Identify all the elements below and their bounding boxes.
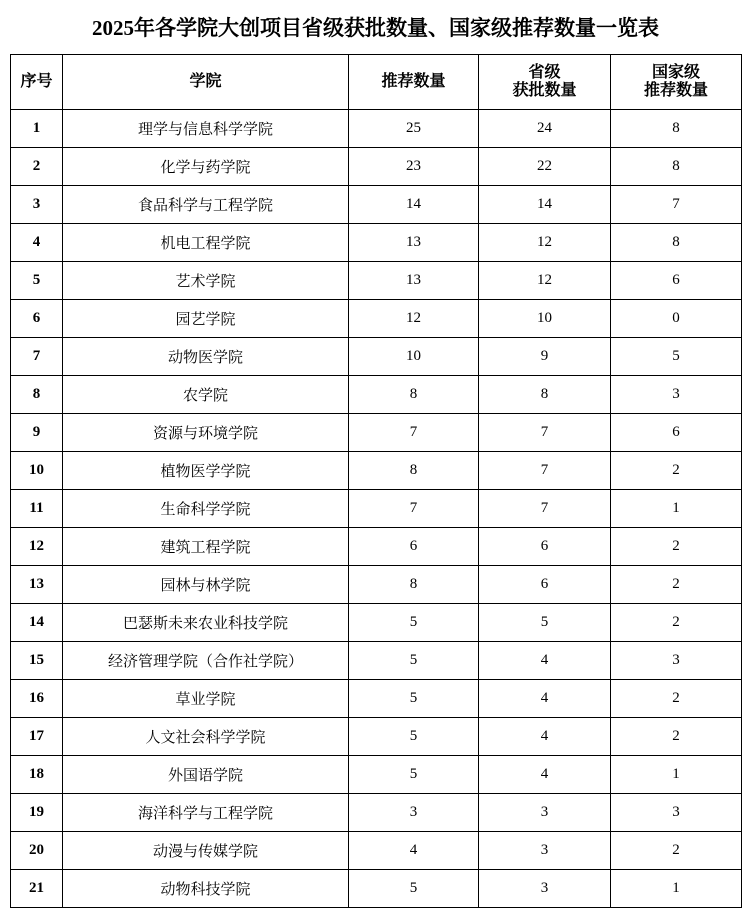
cell-provincial: 3 [479,870,611,908]
cell-recommend: 13 [349,262,479,300]
cell-provincial: 7 [479,490,611,528]
cell-index: 6 [11,300,63,338]
cell-national: 2 [611,566,742,604]
cell-provincial: 4 [479,718,611,756]
table-header-row [11,55,742,110]
table-header [11,55,742,110]
cell-national: 3 [611,376,742,414]
table-row [11,756,742,794]
cell-index: 11 [11,490,63,528]
cell-index: 7 [11,338,63,376]
cell-college: 理学与信息科学学院 [63,110,349,148]
cell-provincial: 9 [479,338,611,376]
cell-index: 3 [11,186,63,224]
column-header-national-recommend-line2: 推荐数量 [643,82,708,99]
cell-college: 生命科学学院 [63,490,349,528]
table-row [11,338,742,376]
cell-college: 艺术学院 [63,262,349,300]
cell-college: 草业学院 [63,680,349,718]
table-row [11,300,742,338]
table-row [11,604,742,642]
cell-recommend: 7 [349,490,479,528]
column-header-national-recommend-line1: 国家级 [651,63,700,81]
cell-index: 15 [11,642,63,680]
table-row [11,832,742,870]
cell-provincial: 3 [479,832,611,870]
cell-recommend: 7 [349,414,479,452]
cell-recommend: 14 [349,186,479,224]
cell-college: 化学与药学院 [63,148,349,186]
table-row [11,680,742,718]
cell-national: 6 [611,414,742,452]
cell-provincial: 14 [479,186,611,224]
cell-national: 0 [611,300,742,338]
cell-provincial: 6 [479,528,611,566]
column-header-provincial-approved-line1: 省级 [528,63,561,81]
cell-college: 动物科技学院 [63,870,349,908]
cell-provincial: 10 [479,300,611,338]
table-row [11,870,742,908]
cell-provincial: 7 [479,452,611,490]
cell-recommend: 3 [349,794,479,832]
table-row [11,110,742,148]
cell-college: 园林与林学院 [63,566,349,604]
cell-index: 10 [11,452,63,490]
cell-provincial: 6 [479,566,611,604]
cell-college: 食品科学与工程学院 [63,186,349,224]
cell-national: 3 [611,642,742,680]
cell-national: 5 [611,338,742,376]
cell-index: 2 [11,148,63,186]
cell-recommend: 23 [349,148,479,186]
cell-index: 9 [11,414,63,452]
cell-national: 8 [611,224,742,262]
table-row [11,528,742,566]
cell-national: 8 [611,148,742,186]
table-body [11,110,742,908]
cell-college: 海洋科学与工程学院 [63,794,349,832]
cell-recommend: 5 [349,870,479,908]
cell-recommend: 4 [349,832,479,870]
cell-college: 巴瑟斯未来农业科技学院 [63,604,349,642]
cell-index: 13 [11,566,63,604]
cell-college: 农学院 [63,376,349,414]
column-header-national-recommend [611,55,742,110]
column-header-college: 学院 [63,55,349,110]
cell-national: 2 [611,680,742,718]
cell-index: 8 [11,376,63,414]
cell-provincial: 24 [479,110,611,148]
cell-recommend: 8 [349,376,479,414]
table-row [11,718,742,756]
cell-index: 4 [11,224,63,262]
cell-recommend: 13 [349,224,479,262]
column-header-index: 序号 [11,55,63,110]
table-row [11,566,742,604]
cell-recommend: 12 [349,300,479,338]
cell-index: 14 [11,604,63,642]
cell-college: 植物医学学院 [63,452,349,490]
cell-college: 经济管理学院（合作社学院） [63,642,349,680]
table-row [11,794,742,832]
cell-provincial: 3 [479,794,611,832]
table-row [11,490,742,528]
cell-college: 资源与环境学院 [63,414,349,452]
cell-national: 2 [611,832,742,870]
cell-provincial: 7 [479,414,611,452]
table-row [11,148,742,186]
cell-national: 2 [611,604,742,642]
cell-college: 动物医学院 [63,338,349,376]
column-header-provincial-approved [479,55,611,110]
cell-recommend: 10 [349,338,479,376]
cell-recommend: 8 [349,566,479,604]
cell-recommend: 25 [349,110,479,148]
column-header-provincial-approved-line2: 获批数量 [512,82,577,99]
table-row [11,452,742,490]
cell-provincial: 4 [479,642,611,680]
cell-recommend: 5 [349,642,479,680]
cell-recommend: 5 [349,604,479,642]
cell-provincial: 22 [479,148,611,186]
cell-recommend: 8 [349,452,479,490]
cell-recommend: 5 [349,718,479,756]
cell-national: 2 [611,528,742,566]
cell-recommend: 6 [349,528,479,566]
table-row [11,376,742,414]
cell-provincial: 12 [479,262,611,300]
page-title: 2025年各学院大创项目省级获批数量、国家级推荐数量一览表 [92,16,659,40]
cell-college: 人文社会科学学院 [63,718,349,756]
cell-college: 园艺学院 [63,300,349,338]
cell-index: 17 [11,718,63,756]
cell-index: 12 [11,528,63,566]
column-header-recommend-count: 推荐数量 [349,55,479,110]
cell-national: 1 [611,870,742,908]
cell-college: 建筑工程学院 [63,528,349,566]
cell-index: 19 [11,794,63,832]
cell-national: 8 [611,110,742,148]
cell-national: 6 [611,262,742,300]
table-row [11,262,742,300]
cell-national: 2 [611,718,742,756]
cell-national: 7 [611,186,742,224]
cell-index: 5 [11,262,63,300]
cell-recommend: 5 [349,756,479,794]
cell-provincial: 4 [479,756,611,794]
cell-provincial: 12 [479,224,611,262]
cell-index: 16 [11,680,63,718]
cell-recommend: 5 [349,680,479,718]
cell-college: 动漫与传媒学院 [63,832,349,870]
table-row [11,224,742,262]
table-row [11,414,742,452]
cell-national: 2 [611,452,742,490]
cell-provincial: 5 [479,604,611,642]
table-row [11,642,742,680]
college-statistics-table [10,54,742,908]
cell-provincial: 8 [479,376,611,414]
cell-provincial: 4 [479,680,611,718]
cell-national: 1 [611,756,742,794]
cell-college: 机电工程学院 [63,224,349,262]
cell-index: 18 [11,756,63,794]
cell-index: 20 [11,832,63,870]
cell-index: 21 [11,870,63,908]
table-row [11,186,742,224]
cell-college: 外国语学院 [63,756,349,794]
cell-index: 1 [11,110,63,148]
cell-national: 3 [611,794,742,832]
cell-national: 1 [611,490,742,528]
